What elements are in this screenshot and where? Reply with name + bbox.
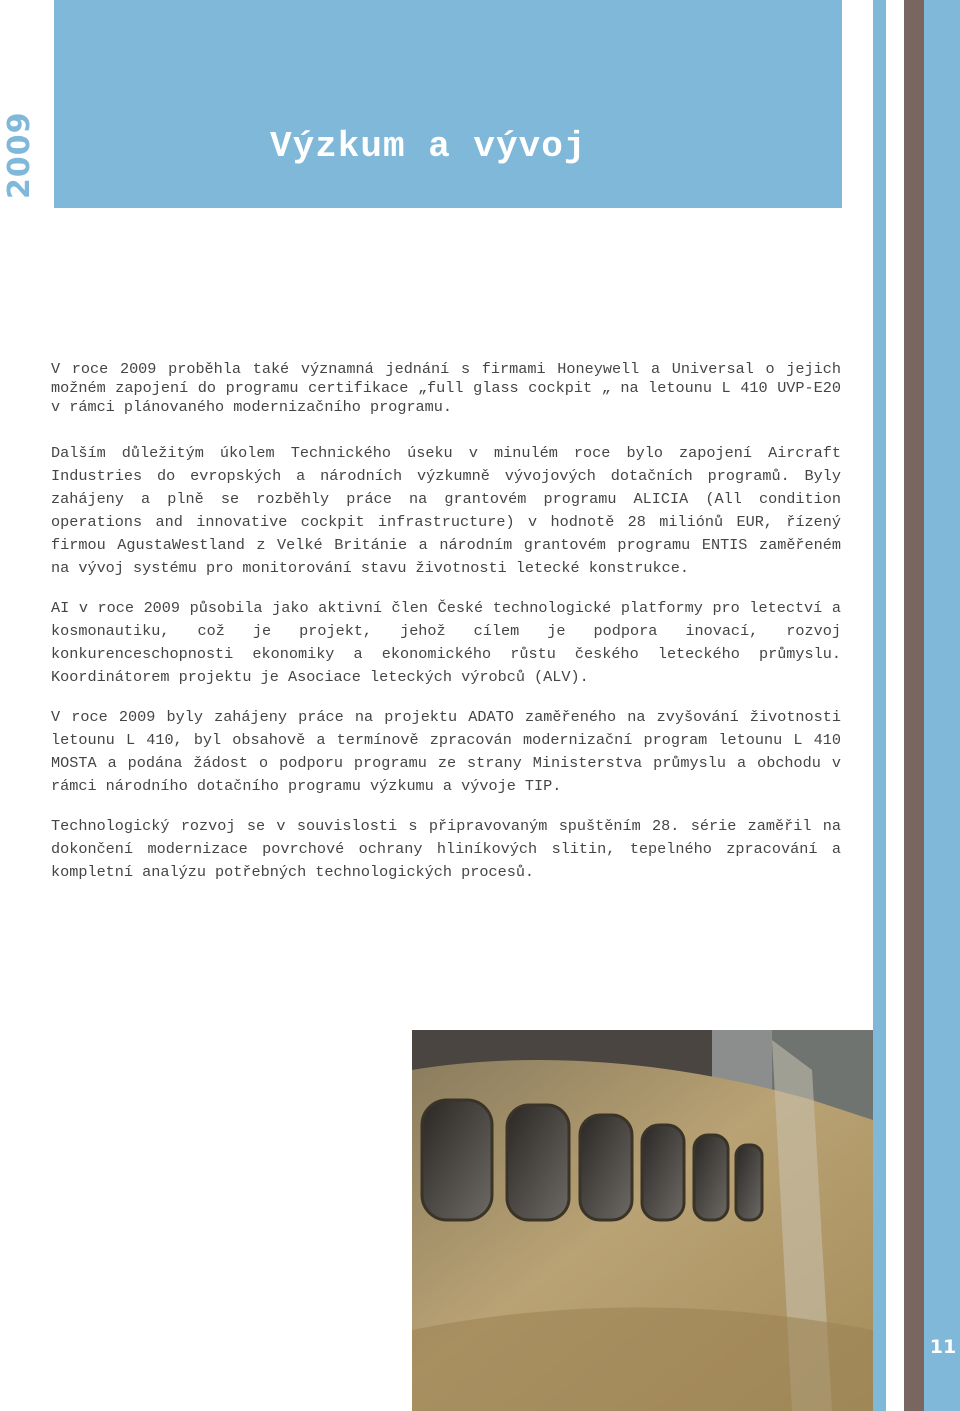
- paragraph-1: V roce 2009 proběhla také významná jednání s firmami Honeywell a Universal o jejich možném zapojení do programu certifikace „full glass cockpit „ na letounu L 410 UVP-E20 v rámci plánovaného modernizačního programu.: [51, 360, 841, 416]
- paragraph-5: Technologický rozvoj se v souvislosti s připravovaným spuštěním 28. série zaměřil na dokončení modernizace povrchové ochrany hliníkových slitin, tepelného zpracování a kompletní analýzu potřebných technologických procesů.: [51, 817, 841, 881]
- article-body: [51, 360, 841, 901]
- paragraph-3: AI v roce 2009 působila jako aktivní člen České technologické platformy pro letectví a kosmonautiku, což je projekt, jehož cílem je podpora inovací, rozvoj konkurenceschopnosti ekonomiky a ekonomického růstu českého leteckého průmyslu. Koordinátorem projektu je Asociace leteckých výrobců (ALV).: [51, 599, 841, 686]
- side-stripe-blue: [873, 0, 886, 1411]
- header-banner: [54, 0, 842, 208]
- aircraft-fuselage-photo: [412, 1030, 873, 1411]
- fuselage-illustration: [412, 1030, 873, 1411]
- side-stripe-outer: [924, 0, 960, 1411]
- page-number: 11: [929, 1336, 957, 1358]
- paragraph-4: V roce 2009 byly zahájeny práce na projektu ADATO zaměřeného na zvyšování životnosti letounu L 410, byl obsahově a termínově zpracován modernizační program letounu L 410 MOSTA a podána žádost o podporu programu ze strany Ministerstva průmyslu a obchodu v rámci národního dotačního programu výzkumu a vývoje TIP.: [51, 708, 841, 795]
- paragraph-2: Dalším důležitým úkolem Technického úseku v minulém roce bylo zapojení Aircraft Industries do evropských a národních výzkumně vývojových dotačních programů. Byly zahájeny a plně se rozběhly práce na grantovém programu ALICIA (All condition operations and innovative cockpit infrastructure) v hodnotě 28 miliónů EUR, řízený firmou AgustaWestland z Velké Británie a národním grantovém programu ENTIS zaměřeném na vývoj systému pro monitorování stavu životnosti letecké konstrukce.: [51, 444, 841, 577]
- side-stripe-brown: [904, 0, 924, 1411]
- year-label: 2009: [2, 111, 37, 199]
- side-stripe-gap: [886, 0, 904, 1411]
- page-title: Výzkum a vývoj: [270, 126, 587, 167]
